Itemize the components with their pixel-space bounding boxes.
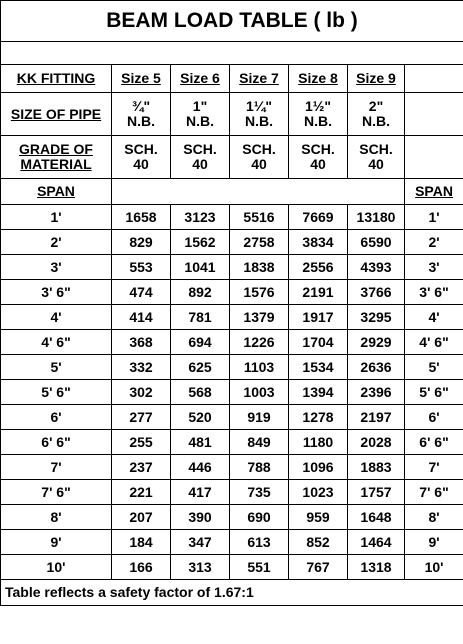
load-value: 2758 [230, 230, 289, 255]
load-value: 690 [230, 505, 289, 530]
load-value: 414 [112, 305, 171, 330]
table-row [1, 330, 463, 355]
load-value: 919 [230, 405, 289, 430]
pipe-size-value: 1" [192, 98, 208, 115]
load-value: 613 [230, 530, 289, 555]
load-value: 2197 [348, 405, 405, 430]
load-value: 1757 [348, 480, 405, 505]
span-value-left: 5' [1, 355, 112, 380]
grade-number: 40 [251, 156, 267, 172]
span-value-right: 6' [405, 405, 463, 430]
grade-schedule: SCH. [124, 141, 158, 158]
load-value: 1838 [230, 255, 289, 280]
load-value: 551 [230, 555, 289, 580]
load-value: 3295 [348, 305, 405, 330]
grade-label-line: GRADE OF [19, 141, 93, 158]
span-value-left: 8' [1, 505, 112, 530]
load-value: 625 [171, 355, 230, 380]
table-row [1, 205, 463, 230]
table-row [1, 305, 463, 330]
span-value-left: 7' 6" [1, 480, 112, 505]
span-value-left: 2' [1, 230, 112, 255]
footer-row [1, 580, 463, 606]
table-row [1, 355, 463, 380]
span-value-left: 3' 6" [1, 280, 112, 305]
table-row [1, 530, 463, 555]
pipe-size-value: ¾" [131, 98, 151, 115]
load-value: 166 [112, 555, 171, 580]
pipe-size-unit: N.B. [127, 113, 155, 129]
load-value: 1003 [230, 380, 289, 405]
load-value: 735 [230, 480, 289, 505]
grade-cell [112, 136, 171, 179]
span-header-row [1, 179, 463, 205]
pipe-size-cell [171, 93, 230, 136]
size-header: Size 8 [289, 65, 348, 93]
load-value: 849 [230, 430, 289, 455]
pipe-size-label: SIZE OF PIPE [1, 93, 112, 136]
pipe-size-row [1, 93, 463, 136]
load-value: 221 [112, 480, 171, 505]
load-value: 1576 [230, 280, 289, 305]
span-label-left: SPAN [1, 179, 112, 205]
span-value-left: 9' [1, 530, 112, 555]
load-value: 368 [112, 330, 171, 355]
load-value: 2191 [289, 280, 348, 305]
pipe-size-value: 1½" [304, 98, 332, 115]
span-value-right: 10' [405, 555, 463, 580]
safety-factor-note: Table reflects a safety factor of 1.67:1 [1, 580, 463, 606]
load-value: 1917 [289, 305, 348, 330]
grade-label-line: MATERIAL [20, 156, 92, 172]
pipe-size-unit: N.B. [245, 113, 273, 129]
pipe-size-cell [112, 93, 171, 136]
grade-cell [171, 136, 230, 179]
span-value-right: 8' [405, 505, 463, 530]
load-value: 694 [171, 330, 230, 355]
load-value: 7669 [289, 205, 348, 230]
span-value-right: 4' [405, 305, 463, 330]
load-value: 520 [171, 405, 230, 430]
load-value: 2556 [289, 255, 348, 280]
empty-cell [405, 136, 463, 179]
load-value: 781 [171, 305, 230, 330]
grade-schedule: SCH. [242, 141, 276, 158]
load-value: 2636 [348, 355, 405, 380]
load-value: 481 [171, 430, 230, 455]
fitting-label: KK FITTING [1, 65, 112, 93]
table-row [1, 480, 463, 505]
span-value-right: 6' 6" [405, 430, 463, 455]
grade-number: 40 [192, 156, 208, 172]
load-value: 332 [112, 355, 171, 380]
load-value: 184 [112, 530, 171, 555]
load-value: 237 [112, 455, 171, 480]
span-value-right: 9' [405, 530, 463, 555]
grade-row [1, 136, 463, 179]
load-value: 852 [289, 530, 348, 555]
grade-schedule: SCH. [301, 141, 335, 158]
load-value: 553 [112, 255, 171, 280]
grade-schedule: SCH. [183, 141, 217, 158]
pipe-size-cell [289, 93, 348, 136]
pipe-size-unit: N.B. [362, 113, 390, 129]
span-value-left: 4' 6" [1, 330, 112, 355]
span-value-right: 7' [405, 455, 463, 480]
load-value: 568 [171, 380, 230, 405]
grade-cell [289, 136, 348, 179]
load-value: 1180 [289, 430, 348, 455]
load-value: 1023 [289, 480, 348, 505]
span-value-left: 3' [1, 255, 112, 280]
span-value-right: 4' 6" [405, 330, 463, 355]
grade-cell [230, 136, 289, 179]
table-row [1, 555, 463, 580]
load-value: 1226 [230, 330, 289, 355]
grade-cell [348, 136, 405, 179]
load-value: 1318 [348, 555, 405, 580]
grade-number: 40 [310, 156, 326, 172]
table-row [1, 405, 463, 430]
load-value: 474 [112, 280, 171, 305]
size-header: Size 5 [112, 65, 171, 93]
load-value: 390 [171, 505, 230, 530]
span-value-left: 5' 6" [1, 380, 112, 405]
load-value: 2396 [348, 380, 405, 405]
load-value: 2929 [348, 330, 405, 355]
load-value: 1394 [289, 380, 348, 405]
load-value: 959 [289, 505, 348, 530]
load-value: 255 [112, 430, 171, 455]
span-value-left: 6' 6" [1, 430, 112, 455]
span-value-right: 2' [405, 230, 463, 255]
span-value-left: 4' [1, 305, 112, 330]
load-value: 788 [230, 455, 289, 480]
spacer-row [1, 42, 463, 65]
table-row [1, 505, 463, 530]
load-value: 892 [171, 280, 230, 305]
span-value-right: 5' 6" [405, 380, 463, 405]
grade-label [1, 136, 112, 179]
load-value: 347 [171, 530, 230, 555]
pipe-size-unit: N.B. [304, 113, 332, 129]
table-row [1, 380, 463, 405]
load-value: 767 [289, 555, 348, 580]
load-value: 6590 [348, 230, 405, 255]
span-value-right: 1' [405, 205, 463, 230]
load-value: 829 [112, 230, 171, 255]
empty-cell [405, 93, 463, 136]
load-value: 3123 [171, 205, 230, 230]
load-value: 277 [112, 405, 171, 430]
span-header-blank [112, 179, 405, 205]
table-row [1, 280, 463, 305]
load-value: 207 [112, 505, 171, 530]
span-value-right: 3' [405, 255, 463, 280]
span-value-left: 10' [1, 555, 112, 580]
span-value-left: 1' [1, 205, 112, 230]
grade-number: 40 [368, 156, 384, 172]
size-header: Size 7 [230, 65, 289, 93]
load-value: 2028 [348, 430, 405, 455]
pipe-size-cell [348, 93, 405, 136]
grade-number: 40 [133, 156, 149, 172]
load-value: 446 [171, 455, 230, 480]
load-value: 1704 [289, 330, 348, 355]
load-value: 1103 [230, 355, 289, 380]
load-value: 1534 [289, 355, 348, 380]
size-header: Size 9 [348, 65, 405, 93]
load-value: 1658 [112, 205, 171, 230]
load-value: 13180 [348, 205, 405, 230]
grade-schedule: SCH. [359, 141, 393, 158]
load-value: 302 [112, 380, 171, 405]
load-value: 313 [171, 555, 230, 580]
span-value-right: 5' [405, 355, 463, 380]
load-value: 3834 [289, 230, 348, 255]
load-value: 5516 [230, 205, 289, 230]
load-value: 3766 [348, 280, 405, 305]
load-value: 1096 [289, 455, 348, 480]
table-title: BEAM LOAD TABLE ( lb ) [1, 1, 463, 42]
span-value-right: 3' 6" [405, 280, 463, 305]
load-value: 1464 [348, 530, 405, 555]
load-value: 4393 [348, 255, 405, 280]
table-row [1, 255, 463, 280]
size-header: Size 6 [171, 65, 230, 93]
load-value: 1041 [171, 255, 230, 280]
load-value: 1562 [171, 230, 230, 255]
fitting-row [1, 65, 463, 93]
load-value: 1648 [348, 505, 405, 530]
load-value: 1883 [348, 455, 405, 480]
pipe-size-value: 1¼" [245, 98, 273, 115]
span-label-right: SPAN [405, 179, 463, 205]
span-value-right: 7' 6" [405, 480, 463, 505]
pipe-size-cell [230, 93, 289, 136]
empty-cell [405, 65, 463, 93]
load-value: 1379 [230, 305, 289, 330]
table-row [1, 430, 463, 455]
load-value: 417 [171, 480, 230, 505]
load-value: 1278 [289, 405, 348, 430]
span-value-left: 6' [1, 405, 112, 430]
span-value-left: 7' [1, 455, 112, 480]
table-row [1, 455, 463, 480]
pipe-size-value: 2" [368, 98, 384, 115]
pipe-size-unit: N.B. [186, 113, 214, 129]
table-row [1, 230, 463, 255]
